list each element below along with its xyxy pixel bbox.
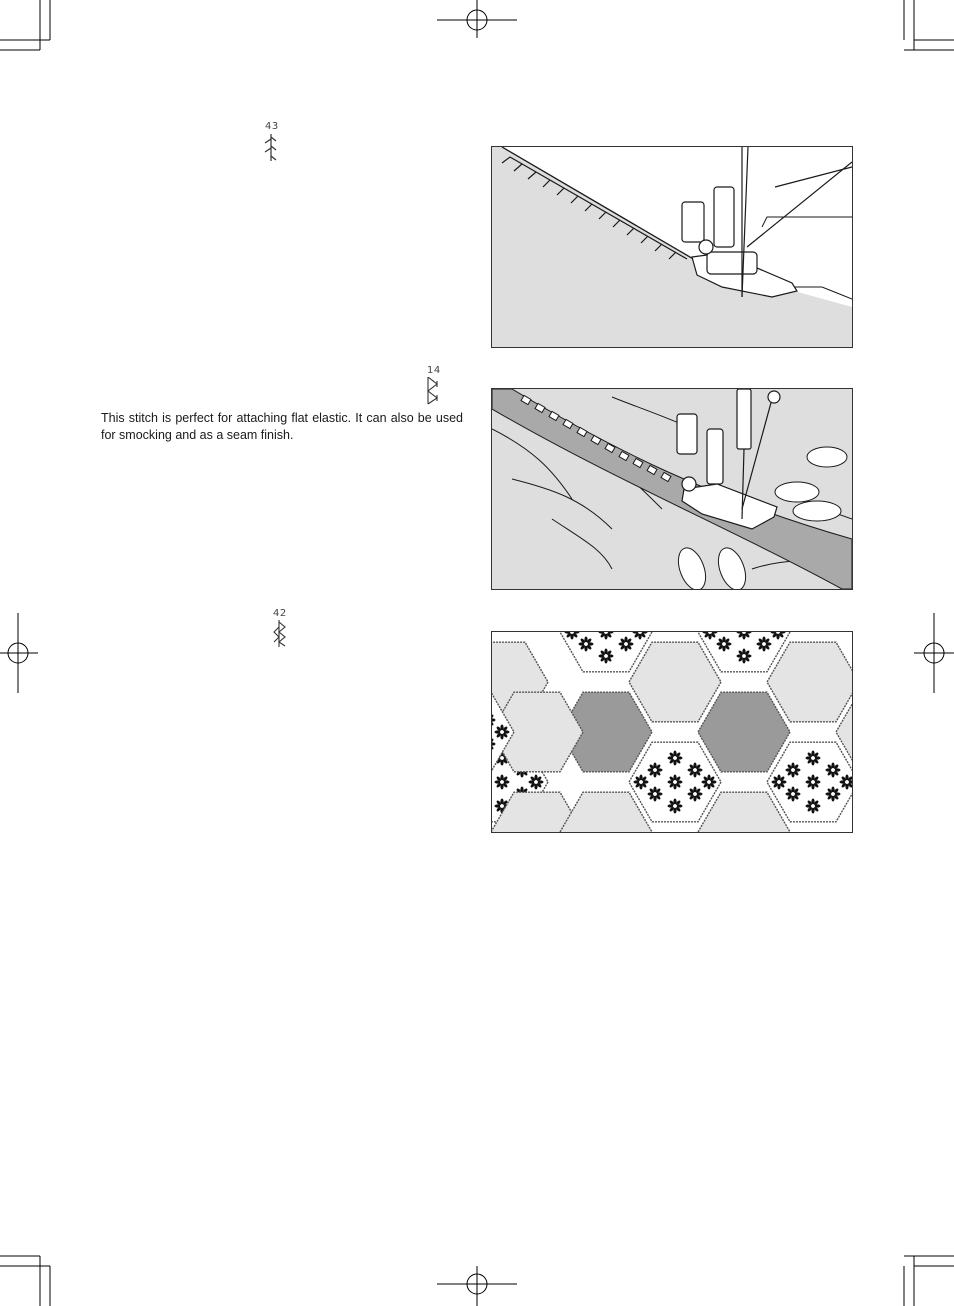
presser-foot-icon (682, 147, 852, 297)
hexagon-patch (629, 642, 721, 722)
edge-stitch-illustration (491, 146, 853, 348)
hexagon-patch (767, 642, 852, 722)
zigzag-join-stitch-icon (272, 620, 288, 648)
elastic-attaching-illustration (491, 388, 853, 590)
stitch-14-description: This stitch is perfect for attaching flat elastic. It can also be used for smocking and as a seam finish. (101, 411, 463, 442)
stitch-number-14: 14 (427, 365, 441, 376)
hexagon-patchwork-illustration (491, 631, 853, 833)
hexagon-patch (560, 792, 652, 832)
feather-stitch-icon (262, 134, 280, 162)
stitch-number-43: 43 (265, 121, 279, 132)
stitch-number-42: 42 (273, 608, 287, 619)
elastic-stitch-icon (426, 377, 440, 405)
hexagon-patch (698, 692, 790, 772)
